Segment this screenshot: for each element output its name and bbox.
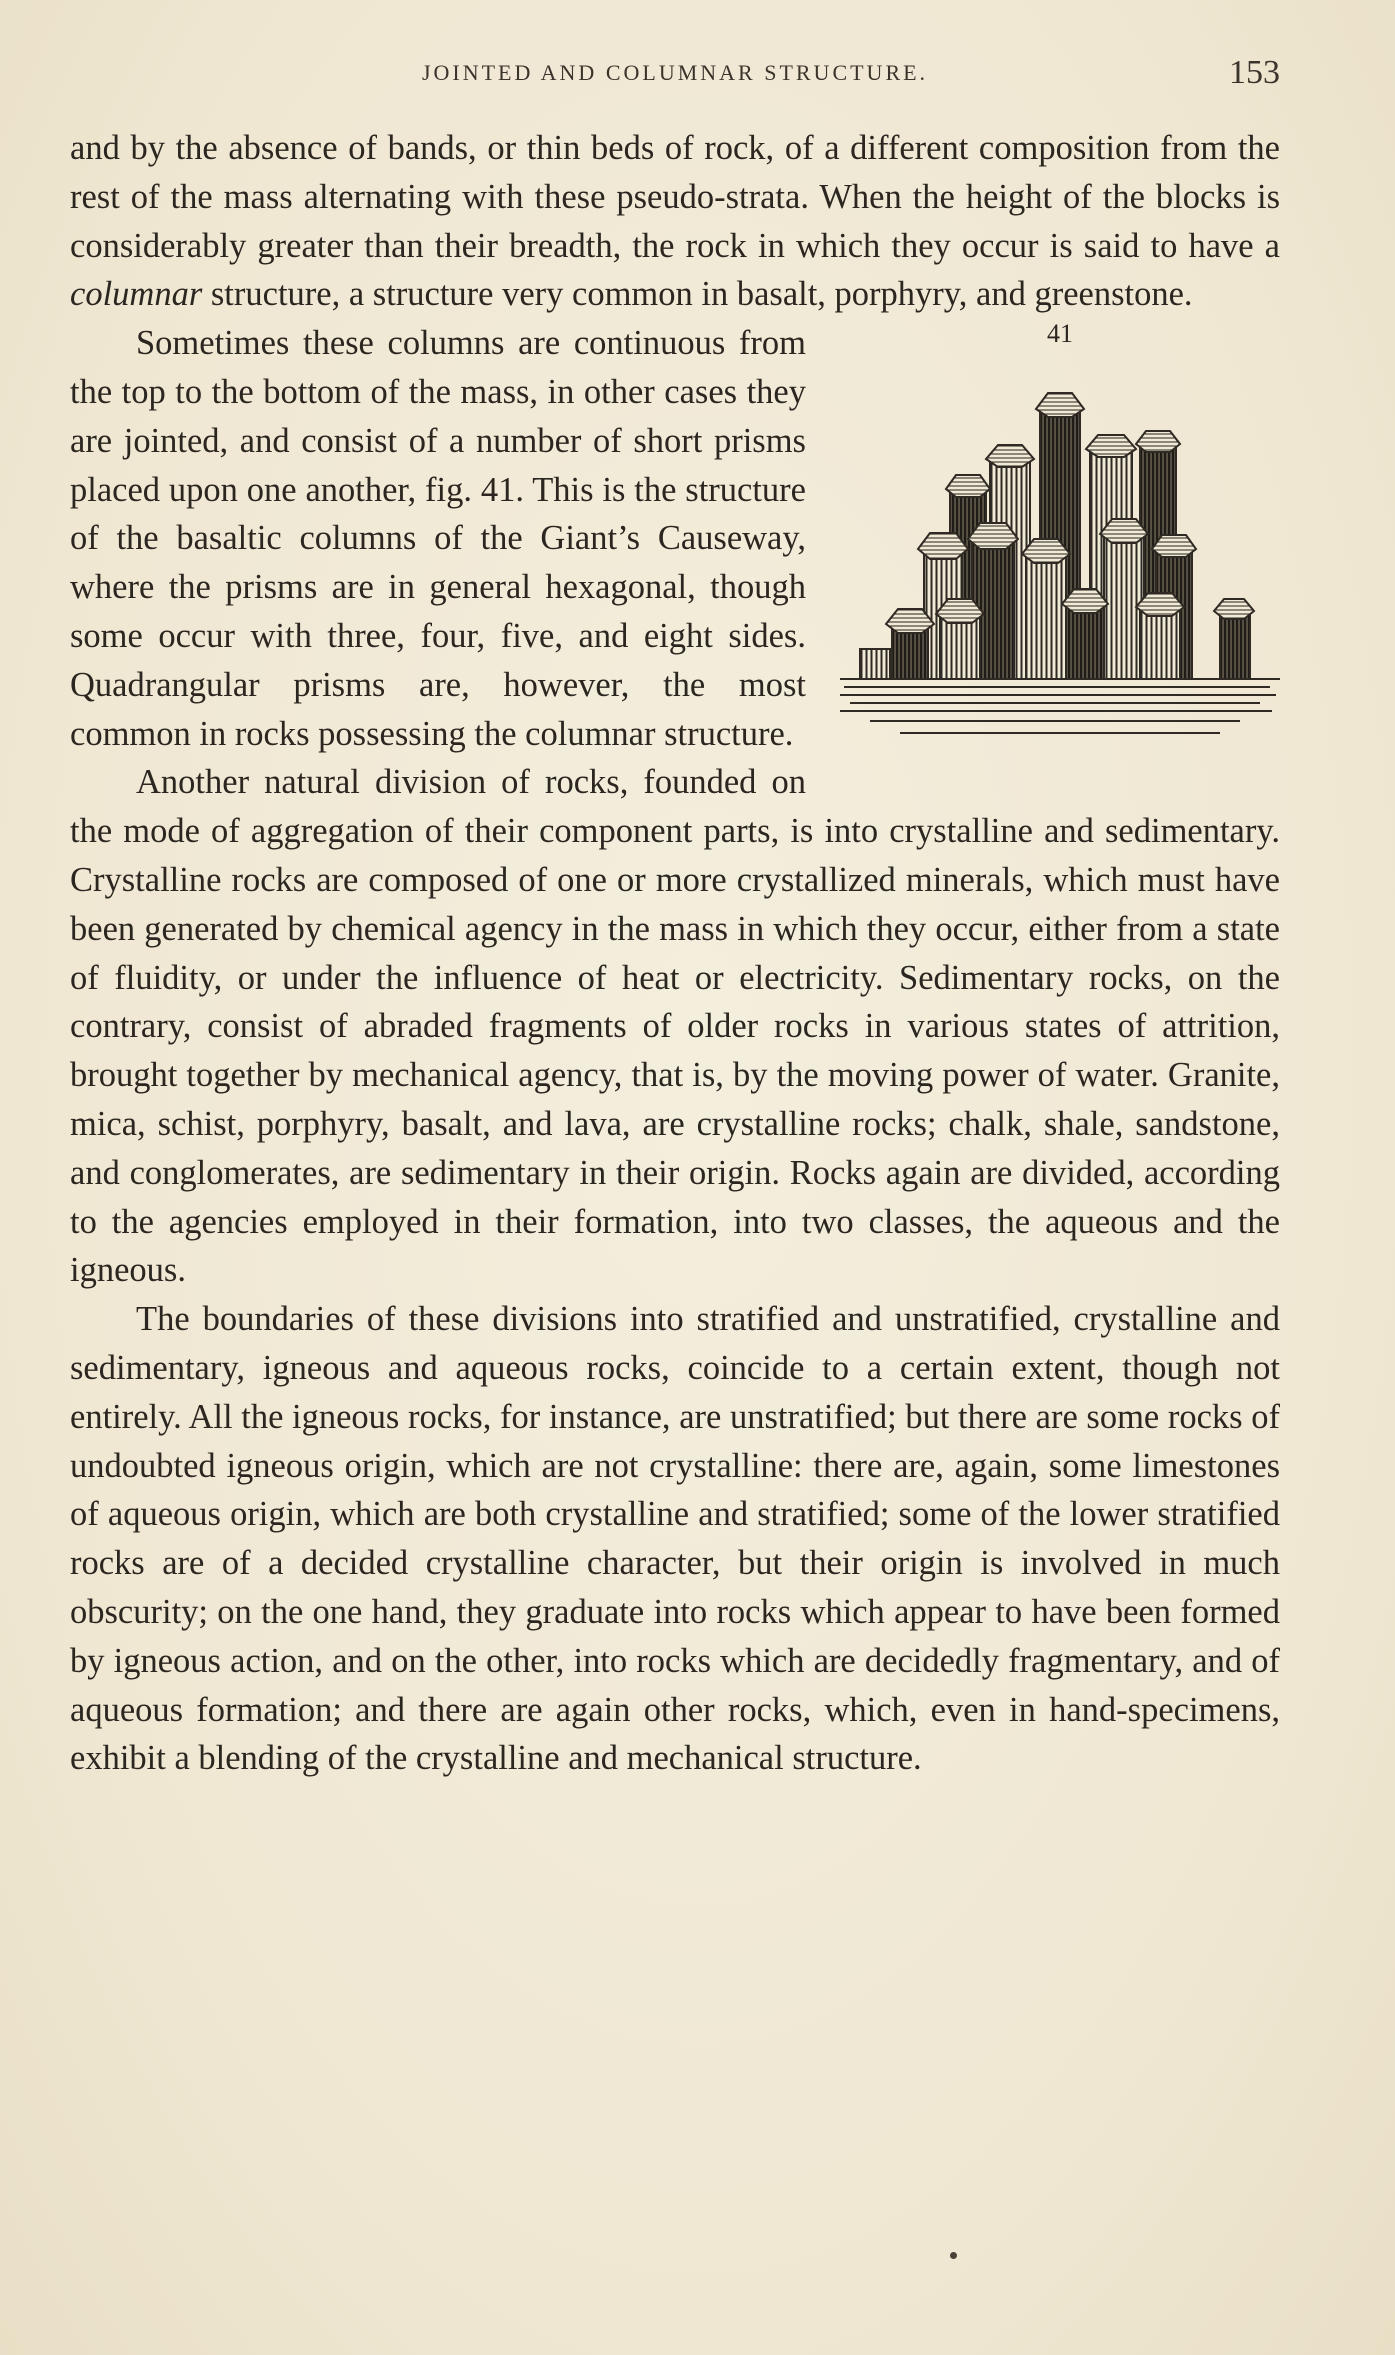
figure-number: 41 <box>1047 319 1073 349</box>
page-number: 153 <box>1229 54 1280 91</box>
running-title: JOINTED AND COLUMNAR STRUCTURE. <box>421 60 929 85</box>
paragraph-1-text-b: structure, a structure very common in basalt, porphyry, and greenstone. <box>202 275 1193 314</box>
body-text <box>70 124 1280 1783</box>
paragraph-4: The boundaries of these divisions into stratified and unstratified, crystalline and sedimentary, igneous and aqueous rocks, coincide to a certain extent, though not entirely. All the igneous rocks, for instance, are unstratified; but there are some rocks of undoubted igneous origin, which are not crystalline: there are, again, some limestones of aqueous origin, which are both crystalline and stratified; some of the lower stratified rocks are of a decided crystalline character, but their origin is involved in much obscurity; on the one hand, they graduate into rocks which appear to have been formed by igneous action, and on the other, into rocks which are decidedly fragmentary, and of aqueous formation; and there are again other rocks, which, even in hand-specimens, exhibit a blending of the crystalline and mechanical structure. <box>70 1300 1280 1778</box>
paragraph-2: Sometimes these columns are continuous from the top to the bottom of the mass, in other cases they are jointed, and consist of a number of short prisms placed upon one another, fig. 41. This is the structure of the basaltic columns of the Giant’s Causeway, where the prisms are in general hexagonal, though some occur with three, four, five, and eight sides. Quadrangular prisms are, however, the most common in rocks possessing the columnar structure. <box>70 324 806 753</box>
paragraph-3: Another natural division of rocks, founded on the mode of aggregation of their component parts, is into crystalline and sedimentary. Crystalline rocks are composed of one or more crystallized minerals, which must have been generated by chemical agency in the mass in which they occur, either from a state of fluidity, or under the influence of heat or electricity. Sedimentary rocks, on the contrary, consist of abraded fragments of older rocks in various states of attrition, brought together by mechanical agency, that is, by the moving power of water. Granite, mica, schist, porphyry, basalt, and lava, are crystalline rocks; chalk, shale, sandstone, and conglomerates, are sedimentary in their origin. Rocks again are divided, according to the agencies employed in their formation, into two classes, the aqueous and the igneous. <box>70 763 1280 1290</box>
paragraph-1-text-a: and by the absence of bands, or thin beds of rock, of a different composition from the rest of the mass alternating with these pseudo-strata. When the height of the blocks is considerably greater than their breadth, the rock in which they occur is said to have a <box>70 129 1280 265</box>
italic-term-columnar: columnar <box>70 275 203 314</box>
paragraph-1 <box>70 124 1280 319</box>
basalt-columns-engraving-icon <box>840 349 1280 769</box>
page-header <box>70 54 1280 98</box>
figure-41 <box>840 319 1280 775</box>
ink-speck <box>950 2252 957 2259</box>
